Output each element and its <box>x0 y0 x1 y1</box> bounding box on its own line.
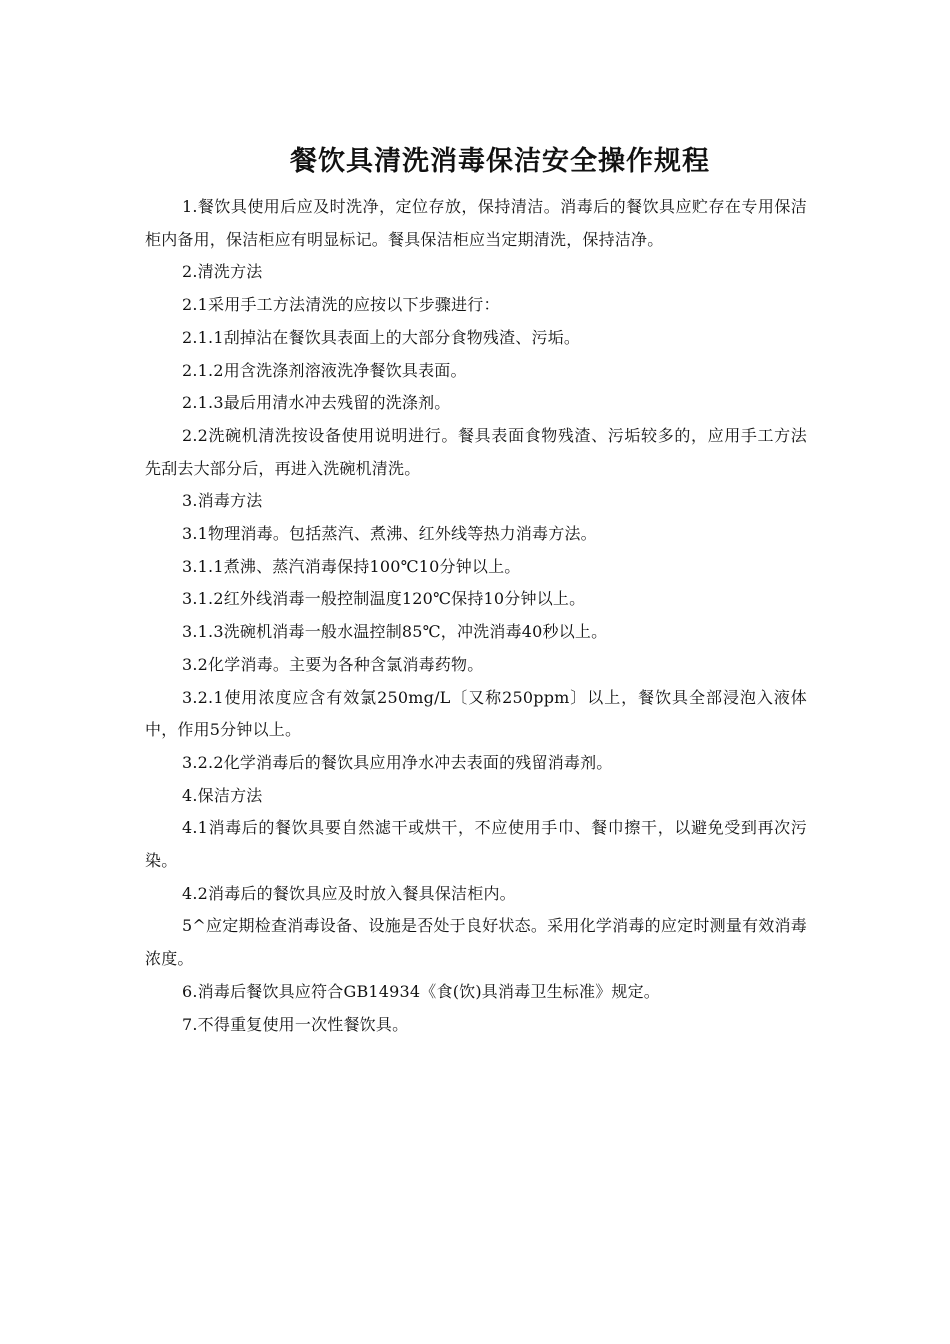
paragraph-2-1-1: 2.1.1刮掉沾在餐饮具表面上的大部分食物残渣、污垢。 <box>182 327 581 347</box>
paragraph-4-1: 4.1消毒后的餐饮具要自然滤干或烘干，不应使用手巾、餐巾擦干，以避免受到再次污染。 <box>145 818 807 871</box>
paragraph-3-1-3: 3.1.3洗碗机消毒一般水温控制85℃，冲洗消毒40秒以上。 <box>182 622 608 642</box>
section-heading-storage: 4.保洁方法 <box>182 785 263 805</box>
paragraph-5: 5^应定期检查消毒设备、设施是否处于良好状态。采用化学消毒的应定时测量有效消毒浓度。 <box>145 916 807 969</box>
section-heading-disinfection: 3.消毒方法 <box>182 491 263 511</box>
paragraph-2-1: 2.1采用手工方法清洗的应按以下步骤进行： <box>182 295 500 315</box>
paragraph-3-2-1: 3.2.1使用浓度应含有效氯250mg/L〔又称250ppm〕以上，餐饮具全部浸泡入液体中，作用5分钟以上。 <box>145 687 807 740</box>
paragraph-2-2: 2.2洗碗机清洗按设备使用说明进行。餐具表面食物残渣、污垢较多的，应用手工方法先刮去大部分后，再进入洗碗机清洗。 <box>145 425 807 478</box>
paragraph-6: 6.消毒后餐饮具应符合GB14934《食(饮)具消毒卫生标准》规定。 <box>182 981 660 1001</box>
paragraph-2-1-2: 2.1.2用含洗涤剂溶液洗净餐饮具表面。 <box>182 360 467 380</box>
paragraph-2-1-3: 2.1.3最后用清水冲去残留的洗涤剂。 <box>182 393 451 413</box>
paragraph-3-1-2: 3.1.2红外线消毒一般控制温度120℃保持10分钟以上。 <box>182 589 586 609</box>
document-title: 餐饮具清洗消毒保洁安全操作规程 <box>290 146 710 177</box>
paragraph-3-2-2: 3.2.2化学消毒后的餐饮具应用净水冲去表面的残留消毒剂。 <box>182 752 613 772</box>
paragraph-3-1-1: 3.1.1煮沸、蒸汽消毒保持100℃10分钟以上。 <box>182 556 521 576</box>
paragraph-1: 1.餐饮具使用后应及时洗净，定位存放，保持清洁。消毒后的餐饮具应贮存在专用保洁柜内备用，保洁柜应有明显标记。餐具保洁柜应当定期清洗，保持洁净。 <box>145 197 807 249</box>
paragraph-3-2: 3.2化学消毒。主要为各种含氯消毒药物。 <box>182 654 484 674</box>
paragraph-4-2: 4.2消毒后的餐饮具应及时放入餐具保洁柜内。 <box>182 883 516 903</box>
paragraph-3-1: 3.1物理消毒。包括蒸汽、煮沸、红外线等热力消毒方法。 <box>182 524 597 544</box>
document-body <box>145 191 807 1041</box>
paragraph-7: 7.不得重复使用一次性餐饮具。 <box>182 1014 409 1034</box>
section-heading-cleaning: 2.清洗方法 <box>182 262 263 282</box>
